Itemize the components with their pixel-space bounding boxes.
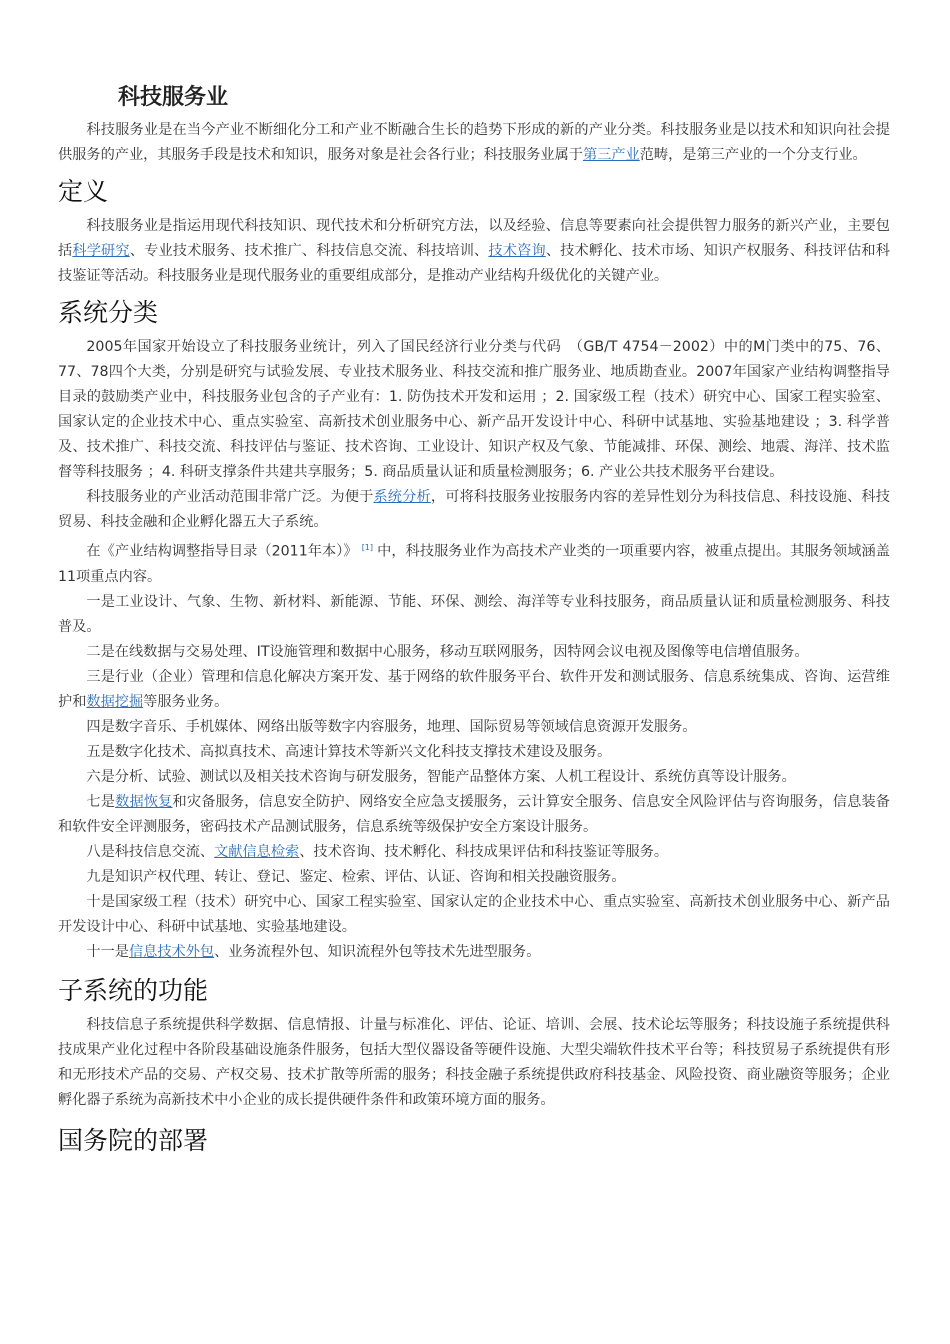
document-title: 科技服务业 — [118, 85, 229, 110]
link-it-outsourcing[interactable]: 信息技术外包 — [128, 943, 215, 960]
list-item-6: 六是分析、试验、测试以及相关技术咨询与研发服务，智能产品整体方案、人机工程设计、系统仿真等设计服务。 — [86, 768, 796, 785]
link-system-analysis[interactable]: 系统分析 — [373, 489, 431, 505]
list-item-1: 一是工业设计、气象、生物、新材料、新能源、节能、环保、测绘、海洋等专业科技服务，商品质量认证和质量检测服务、科技普及。 — [58, 593, 890, 635]
definition-text-2: 、专业技术服务、技术推广、科技信息交流、科技培训、 — [129, 243, 489, 259]
list-item-8 — [58, 840, 890, 865]
list-item-10: 十是国家级工程（技术）研究中心、国家工程实验室、国家认定的企业技术中心、重点实验室、高新技术创业服务中心、新产品开发设计中心、科研中试基地、实验基地建设。 — [58, 893, 890, 935]
classification-paragraph-2 — [58, 485, 890, 535]
list-item-5: 五是数字化技术、高拟真技术、高速计算技术等新兴文化科技支撑技术建设及服务。 — [86, 743, 612, 760]
classification-p2-text-1: 科技服务业的产业活动范围非常广泛。为便于 — [86, 489, 374, 505]
definition-text-1: 科技服务业是指运用现代科技知识、现代技术和分析研究方法，以及经验、信息等要素向社会提供智力服务的新兴产业，主要包括 — [58, 218, 890, 259]
intro-text-1: 科技服务业是在当今产业不断细化分工和产业不断融合生长的趋势下形成的新的产业分类。科技服务业是以技术和知识向社会提供服务的产业，其服务手段是技术和知识，服务对象是社会各行业；科技服务业属于 — [58, 122, 890, 163]
link-data-recovery[interactable]: 数据恢复 — [115, 793, 173, 810]
classification-p3-text-1: 在《产业结构调整指导目录（2011年本）》 — [86, 543, 358, 560]
definition-paragraph — [58, 214, 890, 289]
link-tertiary-industry[interactable]: 第三产业 — [582, 147, 640, 163]
list-item-9: 九是知识产权代理、转让、登记、鉴定、检索、评估、认证、咨询和相关投融资服务。 — [86, 868, 626, 885]
link-literature-retrieval[interactable]: 文献信息检索 — [214, 843, 300, 860]
functions-paragraph: 科技信息子系统提供科学数据、信息情报、计量与标准化、评估、论证、培训、会展、技术论坛等服务；科技设施子系统提供科技成果产业化过程中各阶段基础设施条件服务，包括大型仪器设备等硬件设施、大型尖端软件技术平台等；科技贸易子系统提供有形和无形技术产品的交易、产权交易、技术扩散等所需的服务；科技金融子系统提供政府科技基金、风险投资、商业融资等服务；企业孵化器子系统为高新技术中小企业的成长提供硬件条件和政策环境方面的服务。 — [58, 1016, 890, 1108]
list-item-7-text-2: 和灾备服务，信息安全防护、网络安全应急支援服务，云计算安全服务、信息安全风险评估与咨询服务，信息装备和软件安全评测服务，密码技术产品测试服务，信息系统等级保护安全方案设计服务。 — [58, 793, 890, 835]
classification-p2-text-2: ，可将科技服务业按服务内容的差异性划分为科技信息、科技设施、科技贸易、科技金融和企业孵化器五大子系统。 — [58, 489, 890, 530]
list-item-8-text-1: 八是科技信息交流、 — [86, 843, 215, 860]
list-item-7 — [58, 790, 890, 840]
list-item-8-text-2: 、技术咨询、技术孵化、科技成果评估和科技鉴证等服务。 — [299, 843, 669, 860]
list-item-3-text-2: 等服务业务。 — [143, 693, 229, 710]
classification-paragraph-3 — [58, 535, 890, 590]
reference-marker[interactable]: [1] — [361, 543, 374, 552]
document-page — [58, 80, 890, 1161]
list-item-11 — [58, 940, 890, 965]
heading-classification: 系统分类 — [58, 298, 159, 327]
list-item-11-text-2: 、业务流程外包、知识流程外包等技术先进型服务。 — [214, 943, 541, 960]
intro-paragraph — [58, 118, 890, 168]
heading-subsystem-functions: 子系统的功能 — [58, 975, 209, 1005]
link-data-mining[interactable]: 数据挖掘 — [86, 693, 144, 710]
list-item-3 — [58, 665, 890, 715]
list-item-3-text-1: 三是行业（企业）管理和信息化解决方案开发、基于网络的软件服务平台、软件开发和测试服务、信息系统集成、咨询、运营维护和 — [58, 668, 890, 710]
list-item-7-text-1: 七是 — [86, 793, 116, 810]
classification-paragraph-1: 2005年国家开始设立了科技服务业统计，列入了国民经济行业分类与代码 （GB/T 4754－2002）中的M门类中的75、76、77、78四个大类，分别是研究与试验发展、专业技术服务业、科技交流和推广服务业、地质勘查业。2007年国家产业结构调整指导目录的鼓励类产业中，科技服务业包含的子产业有：1. 防伪技术开发和运用 ；2. 国家级工程（技术）研究中心、国家工程实验室、国家认定的企业技术中心、重点实验室、高新技术创业服务中心、新产品开发设计中心、科研中试基地、实验基地建设 ；3. 科学普及、技术推广、科技交流、科技评估与鉴证、技术咨询、工业设计、知识产权及气象、节能减排、环保、测绘、地震、海洋、技术监督等科技服务 ；4. 科研支撑条件共建共享服务；5. 商品质量认证和质量检测服务；6. 产业公共技术服务平台建设。 — [58, 339, 890, 480]
link-technical-consulting[interactable]: 技术咨询 — [488, 243, 546, 259]
classification-p3-text-2: 中，科技服务业作为高技术产业类的一项重要内容，被重点提出。其服务领域涵盖11项重点内容。 — [58, 543, 890, 585]
intro-text-2: 范畴，是第三产业的一个分支行业。 — [639, 147, 867, 163]
heading-state-council: 国务院的部署 — [58, 1125, 209, 1155]
list-item-2: 二是在线数据与交易处理、IT设施管理和数据中心服务，移动互联网服务，因特网会议电视及图像等电信增值服务。 — [86, 643, 809, 660]
list-item-11-text-1: 十一是 — [86, 943, 129, 960]
list-item-4: 四是数字音乐、手机媒体、网络出版等数字内容服务，地理、国际贸易等领域信息资源开发服务。 — [86, 718, 697, 735]
link-scientific-research[interactable]: 科学研究 — [72, 243, 130, 259]
heading-definition: 定义 — [58, 177, 109, 206]
definition-text-3: 、技术孵化、技术市场、知识产权服务、科技评估和科技鉴证等活动。科技服务业是现代服务业的重要组成部分，是推动产业结构升级优化的关键产业。 — [58, 243, 890, 284]
